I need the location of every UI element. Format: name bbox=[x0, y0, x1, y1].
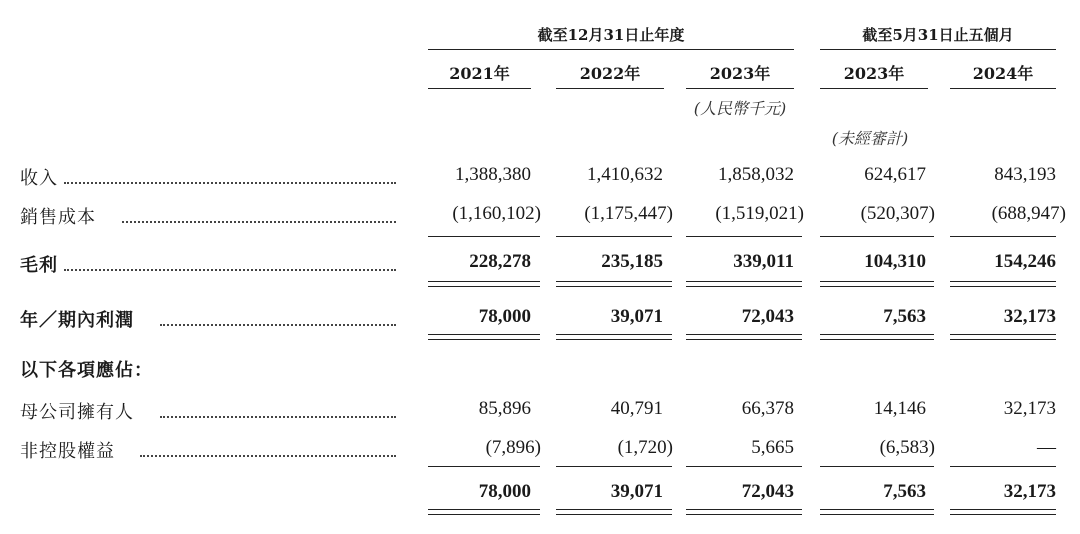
cell-cost-2022: (1,175,447) bbox=[584, 203, 673, 224]
cell-gross-profit-2021: 228,278 bbox=[469, 251, 531, 272]
cell-nci-2023-5m: (6,583) bbox=[879, 437, 935, 458]
header-year-rule-1 bbox=[428, 88, 531, 89]
cell-revenue-2024-5m: 843,193 bbox=[994, 164, 1056, 185]
cell-profit-2023-5m: 7,563 bbox=[883, 306, 926, 327]
cell-total-2023: 72,043 bbox=[741, 481, 794, 502]
cell-profit-2021: 78,000 bbox=[478, 306, 531, 327]
subtotal-rule-nci-3 bbox=[686, 466, 802, 467]
row-label-cost-of-sales: 銷售成本 bbox=[20, 207, 96, 228]
cell-total-2023-5m: 7,563 bbox=[883, 481, 926, 502]
double-rule-tot-b1 bbox=[428, 514, 540, 515]
subtotal-rule-2 bbox=[556, 236, 672, 237]
double-rule-gp-a3 bbox=[686, 281, 802, 282]
cell-owners-2021: 85,896 bbox=[478, 398, 531, 419]
cell-total-2022: 39,071 bbox=[610, 481, 663, 502]
header-year-rule-5 bbox=[950, 88, 1056, 89]
header-year-2023-full: 2023年 bbox=[709, 64, 771, 83]
double-rule-gp-a2 bbox=[556, 281, 672, 282]
double-rule-tot-a4 bbox=[820, 509, 934, 510]
leader-dots bbox=[160, 324, 396, 326]
cell-revenue-2023-5m: 624,617 bbox=[864, 164, 926, 185]
subtotal-rule-nci-2 bbox=[556, 466, 672, 467]
double-rule-tot-a2 bbox=[556, 509, 672, 510]
cell-nci-2022: (1,720) bbox=[617, 437, 673, 458]
cell-cost-2023-5m: (520,307) bbox=[860, 203, 935, 224]
header-group-five-months-may31: 截至5月31日止五個月 bbox=[862, 26, 1014, 44]
row-label-attributable-to: 以下各項應佔： bbox=[20, 360, 153, 381]
cell-cost-2021: (1,160,102) bbox=[452, 203, 541, 224]
cell-cost-2023: (1,519,021) bbox=[715, 203, 804, 224]
double-rule-tot-b2 bbox=[556, 514, 672, 515]
double-rule-gp-b4 bbox=[820, 286, 934, 287]
double-rule-tot-b5 bbox=[950, 514, 1056, 515]
cell-owners-2023: 66,378 bbox=[741, 398, 794, 419]
double-rule-tot-a1 bbox=[428, 509, 540, 510]
leader-dots bbox=[64, 269, 396, 271]
double-rule-pr-a3 bbox=[686, 334, 802, 335]
subtotal-rule-nci-5 bbox=[950, 466, 1056, 467]
double-rule-pr-b3 bbox=[686, 339, 802, 340]
cell-revenue-2022: 1,410,632 bbox=[587, 164, 663, 185]
subtotal-rule-1 bbox=[428, 236, 540, 237]
double-rule-gp-a5 bbox=[950, 281, 1056, 282]
row-label-gross-profit: 毛利 bbox=[20, 255, 58, 276]
subtotal-rule-4 bbox=[820, 236, 934, 237]
leader-dots bbox=[122, 221, 396, 223]
header-group2-rule bbox=[820, 49, 1056, 50]
header-group-year-ended-dec31: 截至12月31日止年度 bbox=[537, 26, 685, 44]
currency-unit-note: (人民幣千元) bbox=[693, 99, 787, 118]
double-rule-pr-b1 bbox=[428, 339, 540, 340]
cell-profit-2023: 72,043 bbox=[741, 306, 794, 327]
cell-owners-2023-5m: 14,146 bbox=[873, 398, 926, 419]
cell-nci-2023: 5,665 bbox=[751, 437, 794, 458]
subtotal-rule-nci-4 bbox=[820, 466, 934, 467]
leader-dots bbox=[64, 182, 396, 184]
leader-dots bbox=[140, 455, 396, 457]
double-rule-pr-a5 bbox=[950, 334, 1056, 335]
double-rule-pr-a1 bbox=[428, 334, 540, 335]
double-rule-gp-a1 bbox=[428, 281, 540, 282]
cell-gross-profit-2024-5m: 154,246 bbox=[994, 251, 1056, 272]
double-rule-pr-a2 bbox=[556, 334, 672, 335]
row-label-profit-for-period: 年／期內利潤 bbox=[20, 310, 134, 331]
row-label-revenue: 收入 bbox=[20, 168, 58, 189]
cell-owners-2024-5m: 32,173 bbox=[1003, 398, 1056, 419]
header-year-rule-2 bbox=[556, 88, 664, 89]
cell-profit-2024-5m: 32,173 bbox=[1003, 306, 1056, 327]
subtotal-rule-nci-1 bbox=[428, 466, 540, 467]
double-rule-gp-a4 bbox=[820, 281, 934, 282]
double-rule-gp-b2 bbox=[556, 286, 672, 287]
double-rule-tot-a5 bbox=[950, 509, 1056, 510]
cell-gross-profit-2023: 339,011 bbox=[733, 251, 794, 272]
double-rule-pr-b5 bbox=[950, 339, 1056, 340]
cell-profit-2022: 39,071 bbox=[610, 306, 663, 327]
row-label-non-controlling: 非控股權益 bbox=[20, 441, 115, 462]
cell-revenue-2021: 1,388,380 bbox=[455, 164, 531, 185]
header-year-2022: 2022年 bbox=[579, 64, 641, 83]
double-rule-gp-b3 bbox=[686, 286, 802, 287]
leader-dots bbox=[160, 416, 396, 418]
double-rule-tot-a3 bbox=[686, 509, 802, 510]
double-rule-tot-b3 bbox=[686, 514, 802, 515]
cell-total-2024-5m: 32,173 bbox=[1003, 481, 1056, 502]
subtotal-rule-5 bbox=[950, 236, 1056, 237]
header-year-rule-3 bbox=[686, 88, 794, 89]
cell-cost-2024-5m: (688,947) bbox=[991, 203, 1066, 224]
double-rule-pr-a4 bbox=[820, 334, 934, 335]
header-year-2024-5m: 2024年 bbox=[972, 64, 1034, 83]
double-rule-tot-b4 bbox=[820, 514, 934, 515]
double-rule-pr-b4 bbox=[820, 339, 934, 340]
cell-nci-2024-5m: — bbox=[1037, 437, 1056, 458]
unaudited-note: (未經審計) bbox=[831, 129, 909, 148]
double-rule-gp-b5 bbox=[950, 286, 1056, 287]
cell-gross-profit-2023-5m: 104,310 bbox=[864, 251, 926, 272]
double-rule-pr-b2 bbox=[556, 339, 672, 340]
header-year-rule-4 bbox=[820, 88, 928, 89]
cell-revenue-2023: 1,858,032 bbox=[718, 164, 794, 185]
cell-gross-profit-2022: 235,185 bbox=[601, 251, 663, 272]
cell-owners-2022: 40,791 bbox=[610, 398, 663, 419]
row-label-owners-of-parent: 母公司擁有人 bbox=[20, 402, 134, 423]
cell-nci-2021: (7,896) bbox=[485, 437, 541, 458]
subtotal-rule-3 bbox=[686, 236, 802, 237]
double-rule-gp-b1 bbox=[428, 286, 540, 287]
header-year-2023-5m: 2023年 bbox=[843, 64, 905, 83]
header-group1-rule bbox=[428, 49, 794, 50]
cell-total-2021: 78,000 bbox=[478, 481, 531, 502]
header-year-2021: 2021年 bbox=[449, 64, 510, 83]
